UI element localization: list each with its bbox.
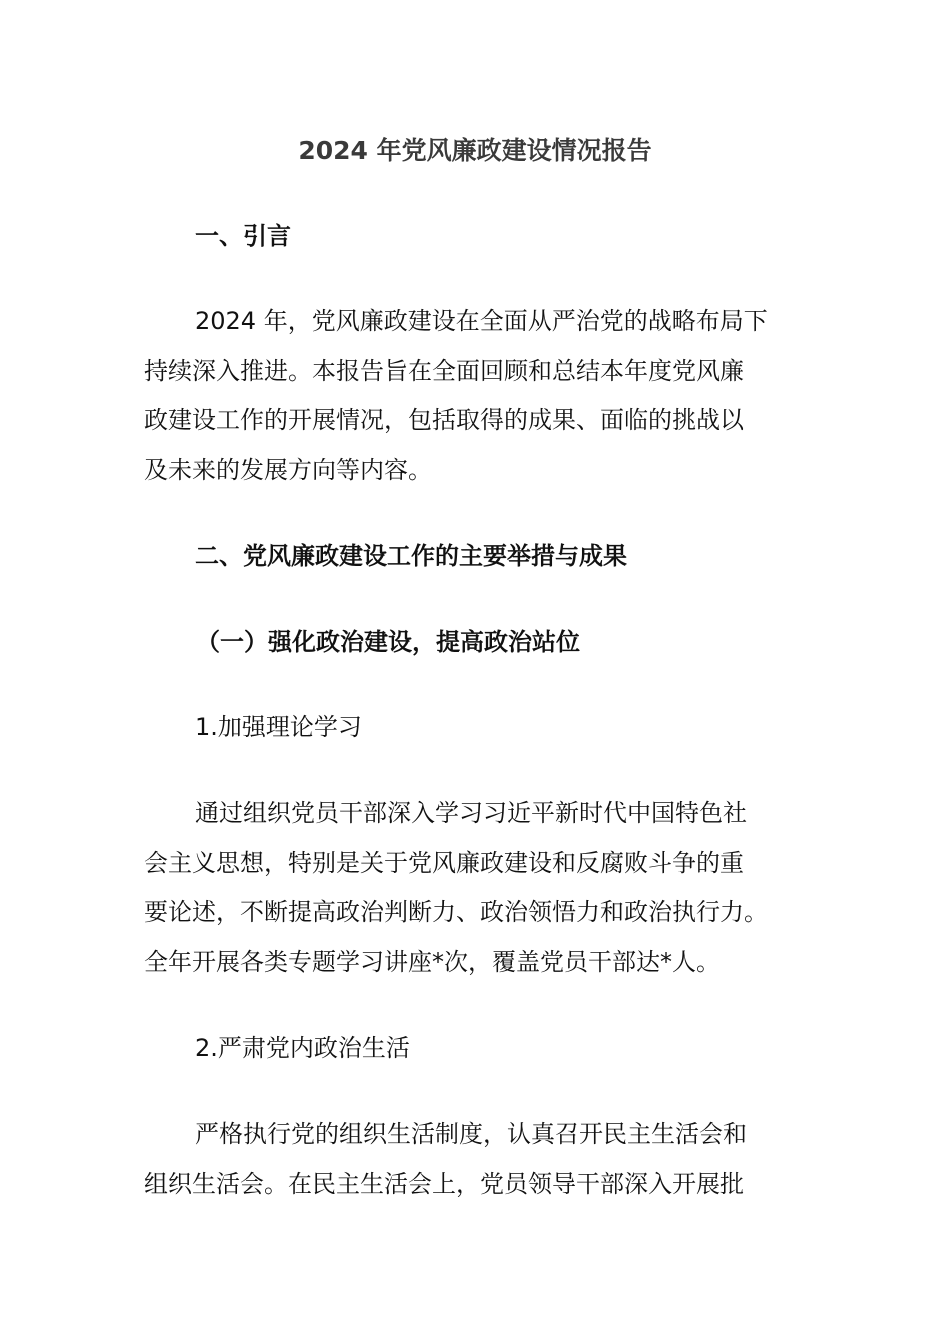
text-line: 全年开展各类专题学习讲座*次，覆盖党员干部达*人。 <box>144 947 720 976</box>
item-heading-party-political-life: 2.严肃党内政治生活 <box>195 1034 410 1062</box>
intro-paragraph <box>144 297 824 495</box>
document-title: 2024 年党风廉政建设情况报告 <box>298 136 652 165</box>
text-line: 严格执行党的组织生活制度，认真召开民主生活会和 <box>195 1120 747 1148</box>
text-line: 通过组织党员干部深入学习习近平新时代中国特色社 <box>195 799 747 827</box>
section-heading-introduction: 一、引言 <box>195 222 291 250</box>
item-heading-theory-study: 1.加强理论学习 <box>195 713 362 741</box>
text-line: 2024 年，党风廉政建设在全面从严治党的战略布局下 <box>195 307 768 335</box>
text-line: 要论述，不断提高政治判断力、政治领悟力和政治执行力。 <box>144 898 768 926</box>
section-heading-main-measures: 二、党风廉政建设工作的主要举措与成果 <box>195 542 627 570</box>
text-line: 组织生活会。在民主生活会上，党员领导干部深入开展批 <box>144 1169 744 1198</box>
text-line: 及未来的发展方向等内容。 <box>144 455 432 484</box>
text-line: 持续深入推进。本报告旨在全面回顾和总结本年度党风廉 <box>144 356 744 385</box>
theory-study-paragraph <box>144 789 824 987</box>
party-life-paragraph <box>144 1110 824 1209</box>
text-line: 会主义思想，特别是关于党风廉政建设和反腐败斗争的重 <box>144 848 744 877</box>
subsection-heading-political-building: （一）强化政治建设，提高政治站位 <box>196 628 580 656</box>
text-line: 政建设工作的开展情况，包括取得的成果、面临的挑战以 <box>144 406 744 434</box>
